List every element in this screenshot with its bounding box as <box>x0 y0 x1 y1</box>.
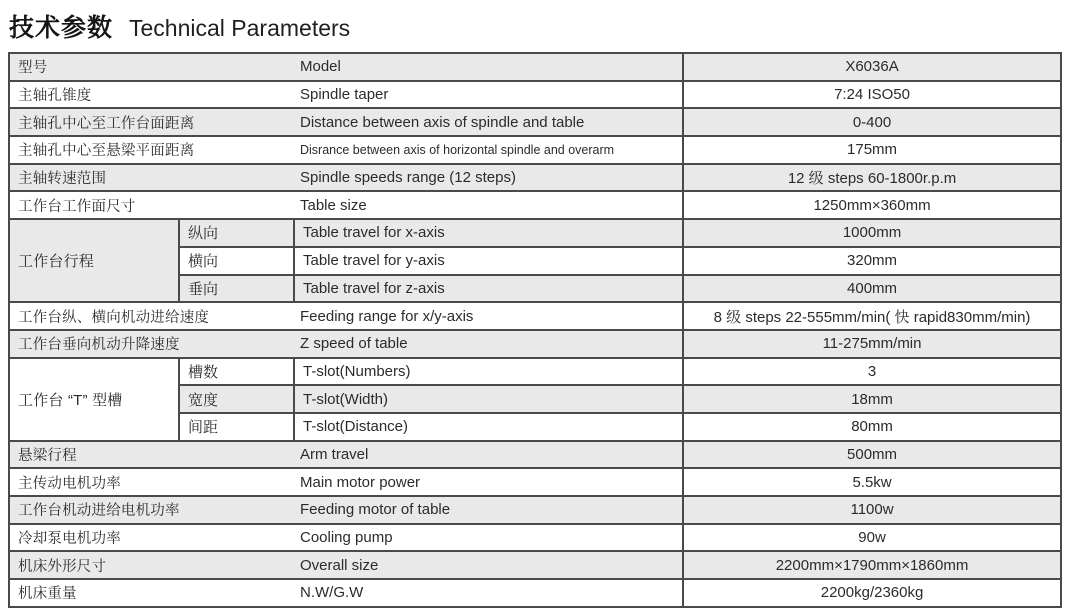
param-value: 3 <box>683 358 1061 386</box>
param-name-en: Table size <box>300 196 367 214</box>
param-name-cn: 主轴转速范围 <box>18 171 107 188</box>
param-name-cn: 机床外形尺寸 <box>18 558 107 575</box>
param-name-en: Overall size <box>300 556 379 574</box>
table-row <box>9 551 1061 579</box>
table-row <box>9 330 1061 358</box>
param-value: 7:24 ISO50 <box>683 81 1061 109</box>
param-name-en: Disrance between axis of horizontal spindle and overarm <box>300 142 615 157</box>
param-value: 1000mm <box>683 219 1061 247</box>
param-name-cn: 机床重量 <box>18 586 77 603</box>
param-value: 1100w <box>683 496 1061 524</box>
param-label-cell <box>9 524 683 552</box>
param-name-en: Z speed of table <box>300 335 408 353</box>
param-sub-label-cn: 槽数 <box>179 358 294 386</box>
table-subrow <box>9 358 1061 386</box>
table-row <box>9 108 1061 136</box>
param-sub-label-en: Table travel for z-axis <box>294 275 683 303</box>
param-name-cn: 主轴孔中心至工作台面距离 <box>18 115 195 132</box>
table-row <box>9 53 1061 81</box>
param-sub-label-en: T-slot(Distance) <box>294 413 683 441</box>
param-label-cell <box>9 551 683 579</box>
table-row <box>9 468 1061 496</box>
param-name-en: Cooling pump <box>300 529 393 547</box>
param-sub-label-cn: 横向 <box>179 247 294 275</box>
param-group-label: 工作台 “T” 型槽 <box>9 358 179 441</box>
param-value: 500mm <box>683 441 1061 469</box>
param-label-cell <box>9 441 683 469</box>
table-row <box>9 136 1061 164</box>
param-label-cell <box>9 53 683 81</box>
param-label-cell <box>9 468 683 496</box>
param-name-en: Spindle taper <box>300 86 389 104</box>
table-row <box>9 302 1061 330</box>
technical-parameters-table <box>8 52 1062 608</box>
param-sub-label-en: Table travel for y-axis <box>294 247 683 275</box>
param-name-cn: 工作台工作面尺寸 <box>18 198 136 215</box>
param-value: 5.5kw <box>683 468 1061 496</box>
param-name-cn: 主传动电机功率 <box>18 475 121 492</box>
param-name-cn: 主轴孔锥度 <box>18 88 92 105</box>
param-name-en: Feeding range for x/y-axis <box>300 307 474 325</box>
page-title-chinese: 技术参数 <box>9 14 114 42</box>
param-name-cn: 冷却泵电机功率 <box>18 531 121 548</box>
param-value: 175mm <box>683 136 1061 164</box>
table-row <box>9 191 1061 219</box>
param-name-en: Model <box>300 58 341 76</box>
param-name-en: Main motor power <box>300 473 421 491</box>
param-label-cell <box>9 330 683 358</box>
page-title <box>9 8 1067 46</box>
param-name-cn: 悬梁行程 <box>18 447 77 464</box>
param-label-cell <box>9 496 683 524</box>
table-row <box>9 524 1061 552</box>
table-row <box>9 441 1061 469</box>
param-name-cn: 工作台垂向机动升降速度 <box>18 337 180 354</box>
param-sub-label-cn: 间距 <box>179 413 294 441</box>
param-name-en: Feeding motor of table <box>300 501 451 519</box>
param-value: 12 级 steps 60-1800r.p.m <box>683 164 1061 192</box>
param-sub-label-en: T-slot(Numbers) <box>294 358 683 386</box>
param-value: 320mm <box>683 247 1061 275</box>
param-value: 90w <box>683 524 1061 552</box>
param-value: 8 级 steps 22-555mm/min( 快 rapid830mm/min) <box>683 302 1061 330</box>
param-sub-label-cn: 垂向 <box>179 275 294 303</box>
param-label-cell <box>9 302 683 330</box>
param-sub-label-en: T-slot(Width) <box>294 385 683 413</box>
table-row <box>9 81 1061 109</box>
param-sub-label-cn: 纵向 <box>179 219 294 247</box>
param-value: 2200mm×1790mm×1860mm <box>683 551 1061 579</box>
param-value: 1250mm×360mm <box>683 191 1061 219</box>
param-name-cn: 工作台机动进给电机功率 <box>18 503 180 520</box>
param-label-cell <box>9 136 683 164</box>
param-label-cell <box>9 81 683 109</box>
table-row <box>9 496 1061 524</box>
param-name-cn: 工作台纵、横向机动进给速度 <box>18 309 210 326</box>
param-value: 11-275mm/min <box>683 330 1061 358</box>
param-name-en: Arm travel <box>300 445 369 463</box>
param-name-en: N.W/G.W <box>300 584 364 602</box>
param-name-en: Distance between axis of spindle and table <box>300 113 585 131</box>
param-value: X6036A <box>683 53 1061 81</box>
param-value: 2200kg/2360kg <box>683 579 1061 607</box>
param-label-cell <box>9 164 683 192</box>
param-label-cell <box>9 108 683 136</box>
param-value: 400mm <box>683 275 1061 303</box>
table-row <box>9 164 1061 192</box>
param-group-label: 工作台行程 <box>9 219 179 302</box>
param-sub-label-cn: 宽度 <box>179 385 294 413</box>
param-name-cn: 型号 <box>18 60 48 77</box>
page-title-english: Technical Parameters <box>129 15 351 41</box>
param-name-cn: 主轴孔中心至悬梁平面距离 <box>18 143 195 160</box>
technical-parameters-page <box>0 8 1067 615</box>
param-name-en: Spindle speeds range (12 steps) <box>300 169 516 187</box>
param-sub-label-en: Table travel for x-axis <box>294 219 683 247</box>
param-value: 0-400 <box>683 108 1061 136</box>
param-value: 18mm <box>683 385 1061 413</box>
param-value: 80mm <box>683 413 1061 441</box>
table-subrow <box>9 219 1061 247</box>
table-row <box>9 579 1061 607</box>
param-label-cell <box>9 191 683 219</box>
param-label-cell <box>9 579 683 607</box>
